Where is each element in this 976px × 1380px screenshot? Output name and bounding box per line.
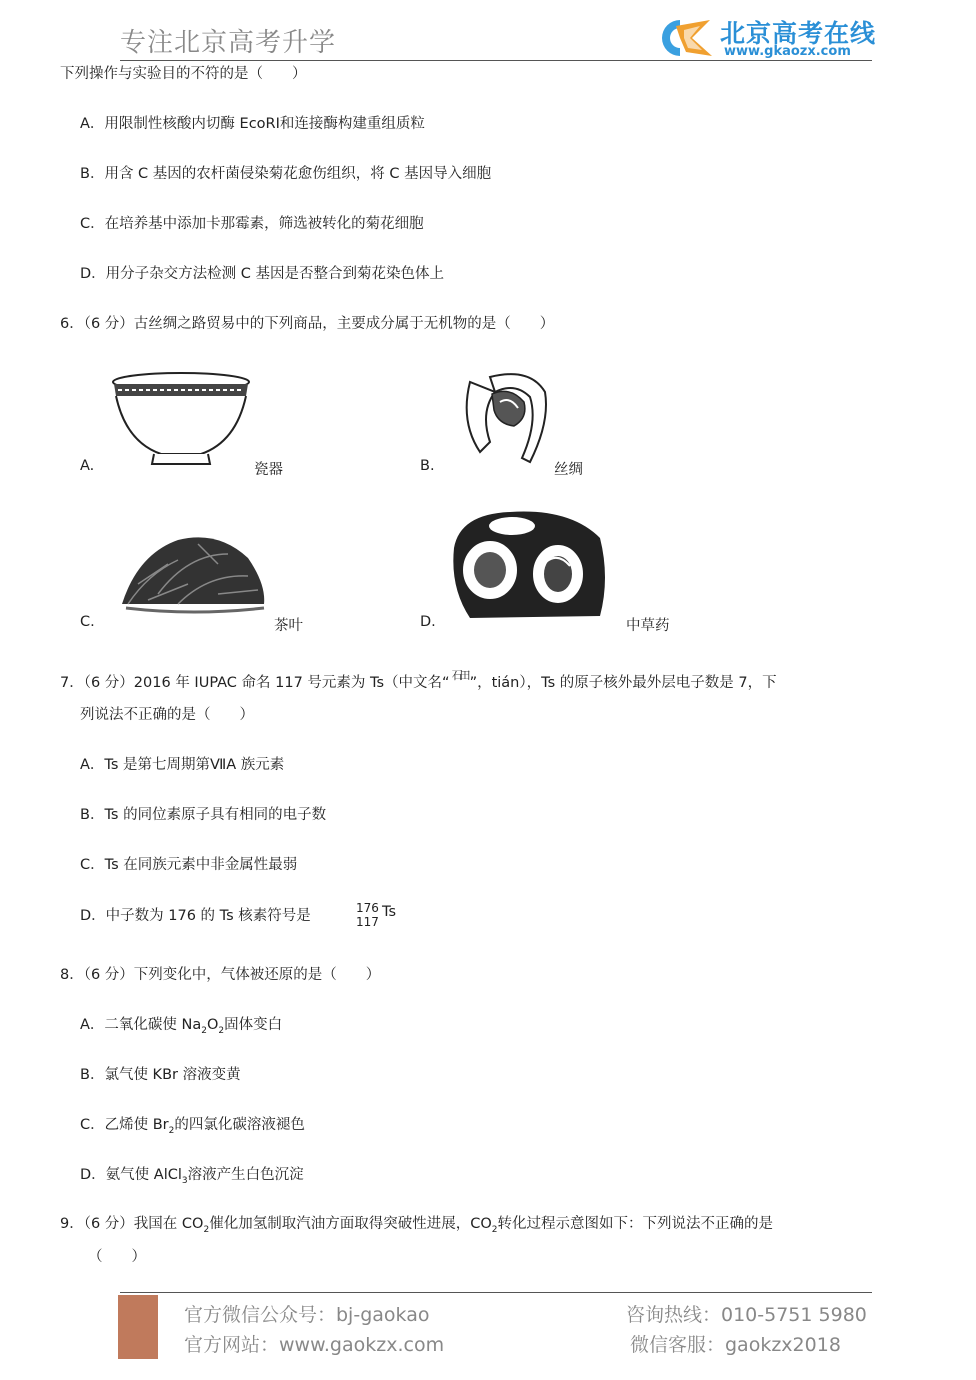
q6-caption-b: 丝绸	[554, 462, 583, 478]
herbal-medicine-image	[450, 508, 610, 622]
q7-option-c: C．Ts 在同族元素中非金属性最弱	[80, 857, 298, 873]
q6-caption-c: 茶叶	[274, 618, 303, 634]
q7-stem-line1	[60, 671, 777, 692]
header-slogan: 专注北京高考升学	[120, 28, 337, 58]
q6-letter-c: C.	[80, 614, 95, 630]
q7-nuclide-symbol: Ts	[382, 904, 397, 920]
site-logo[interactable]	[640, 12, 880, 62]
footer-website[interactable]: 官方网站：www.gaokzx.com	[184, 1334, 445, 1356]
footer-divider	[120, 1292, 872, 1293]
q7-element-char: 石田	[451, 669, 468, 682]
q6-letter-b: B.	[420, 458, 435, 474]
q7-mass-number: 176	[356, 901, 379, 915]
logo-url: www.gkaozx.com	[724, 44, 851, 59]
q7-stem-line2: 列说法不正确的是（ ）	[80, 707, 254, 723]
q6-letter-d: D.	[420, 614, 436, 630]
footer-wechat: 官方微信公众号：bj-gaokao	[184, 1304, 430, 1326]
q5-option-b: B．用含 C 基因的农杆菌侵染菊花愈伤组织，将 C 基因导入细胞	[80, 166, 492, 182]
q7-option-a: A．Ts 是第七周期第ⅦA 族元素	[80, 757, 285, 773]
q6-stem: 6．（6 分）古丝绸之路贸易中的下列商品，主要成分属于无机物的是（ ）	[60, 316, 555, 332]
q7-option-d: D．中子数为 176 的 Ts 核素符号是	[80, 908, 311, 924]
q6-caption-d: 中草药	[626, 618, 670, 634]
logo-mark-icon	[640, 12, 720, 62]
footer-service: 微信客服：gaokzx2018	[630, 1334, 841, 1356]
footer-accent-bar	[118, 1295, 158, 1359]
q9-stem-line2: （ ）	[88, 1249, 146, 1265]
q6-caption-a: 瓷器	[254, 462, 283, 478]
footer-hotline: 咨询热线：010-5751 5980	[626, 1304, 867, 1326]
q5-option-a: A．用限制性核酸内切酶 EcoRⅠ和连接酶构建重组质粒	[80, 116, 425, 132]
q8-option-d: D．氨气使 AlCl$_3$溶液产生白色沉淀	[80, 1167, 304, 1186]
q6-letter-a: A.	[80, 458, 95, 474]
silk-image	[450, 362, 560, 472]
q8-stem: 8．（6 分）下列变化中，气体被还原的是（ ）	[60, 967, 381, 983]
tea-leaves-image	[118, 524, 268, 622]
header-divider	[120, 60, 872, 61]
q8-option-b: B．氯气使 KBr 溶液变黄	[80, 1067, 241, 1083]
q9-stem: 9．（6 分）我国在 $CO_2$催化加氢制取汽油方面取得突破性进展，$CO_2$转化过程示意图如下：下列说法不正确的是	[60, 1216, 773, 1235]
porcelain-bowl-image	[106, 370, 256, 470]
q8-option-c: C．乙烯使 $Br_2$的四氯化碳溶液褪色	[80, 1117, 305, 1136]
q7-option-b: B．Ts 的同位素原子具有相同的电子数	[80, 807, 327, 823]
q8-option-a: A．二氧化碳使 $Na_2O_2$固体变白	[80, 1017, 283, 1036]
q7-nuclide-numbers	[356, 901, 379, 929]
q5-stem: 下列操作与实验目的不符的是（ ）	[60, 66, 307, 82]
q7-stem-part2: ”，tián），Ts 的原子核外最外层电子数是 7，下	[469, 675, 777, 691]
logo-name: 北京高考在线	[720, 19, 877, 48]
q5-option-c: C．在培养基中添加卡那霉素，筛选被转化的菊花细胞	[80, 216, 424, 232]
q5-option-d: D．用分子杂交方法检测 C 基因是否整合到菊花染色体上	[80, 266, 445, 282]
q7-stem-part1: 7．（6 分）2016 年 IUPAC 命名 117 号元素为 Ts（中文名“	[60, 675, 450, 691]
q7-atomic-number: 117	[356, 915, 379, 929]
